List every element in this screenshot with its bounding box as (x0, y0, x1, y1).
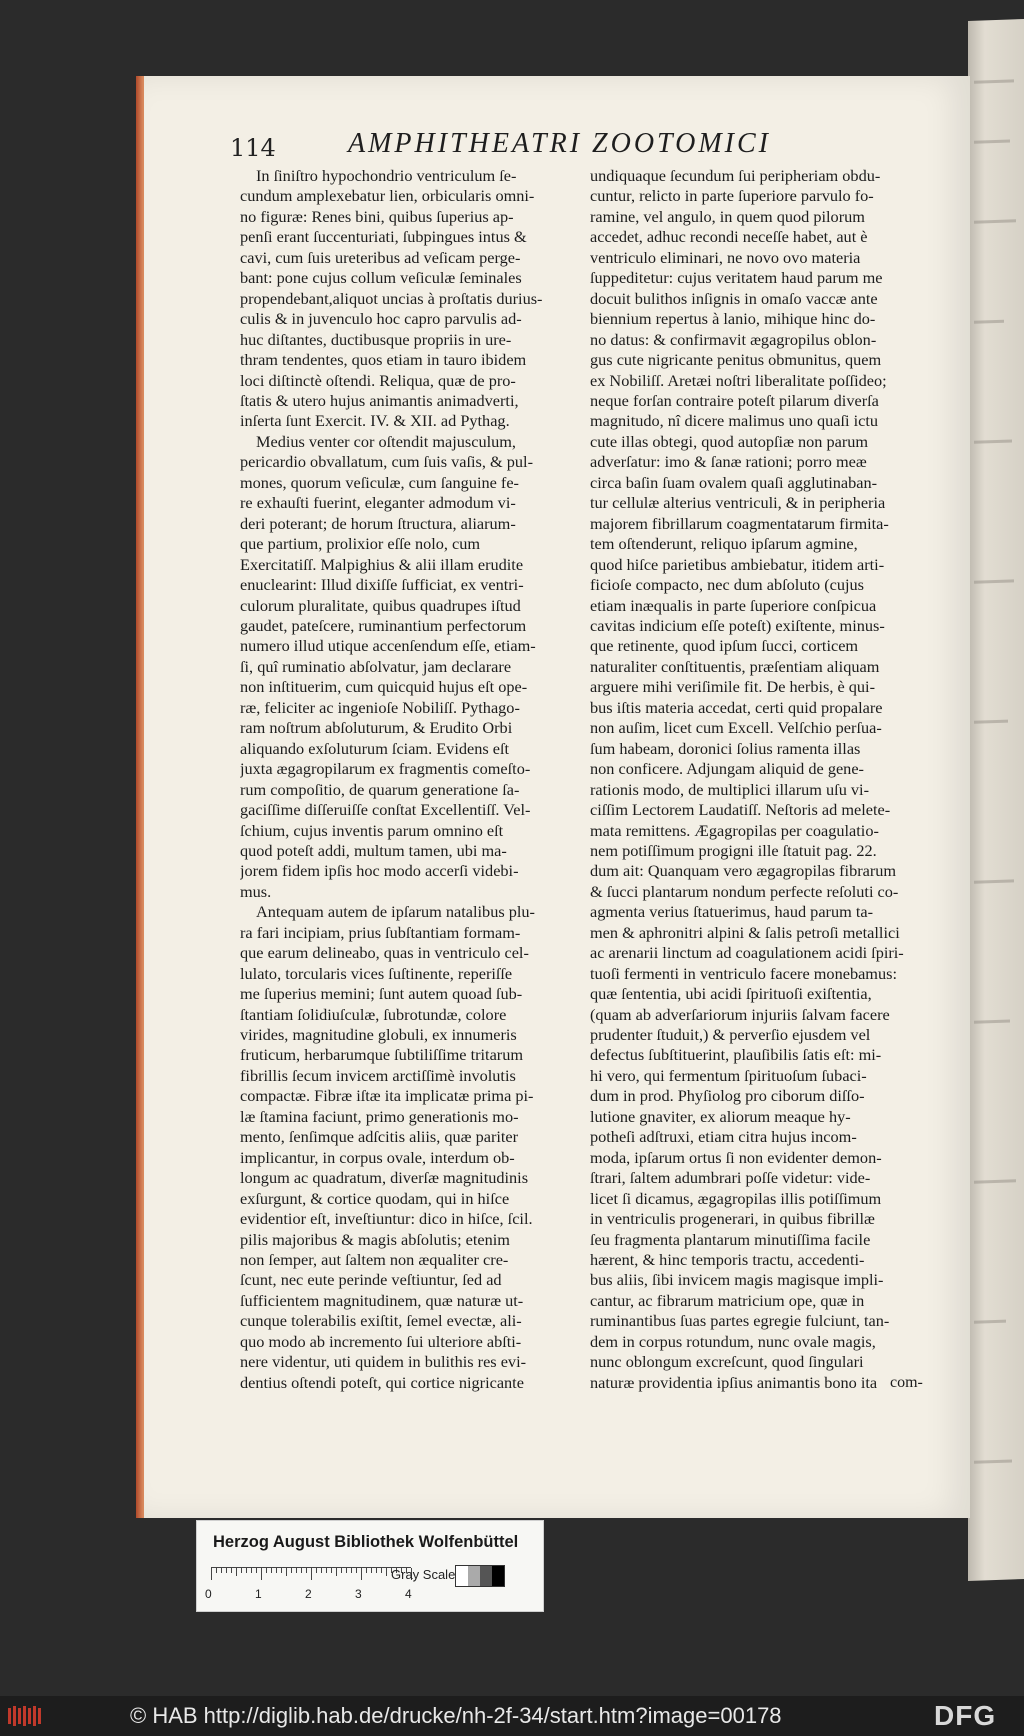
text-line: nem potiſſimum progigni ille ſtatuit pag. 22. (590, 840, 877, 860)
text-line: dem in corpus rotundum, nunc ovale magis, (590, 1331, 876, 1351)
ruler-labels (205, 1587, 412, 1603)
ruler-tick (251, 1568, 252, 1573)
footer-bar (0, 1696, 1024, 1736)
text-line: arguere mihi veriſimile fit. De herbis, è qui- (590, 677, 875, 697)
ruler-tick (246, 1568, 247, 1573)
gray-scale-swatch (455, 1565, 505, 1587)
text-line: jorem fidem ipſis hoc modo accerſi videbi- (240, 861, 519, 881)
text-line: cute illas obtegi, quod autopſiæ non parum (590, 431, 869, 451)
text-line: non inſtituerim, cum quicquid hujus eſt ope- (240, 677, 528, 697)
text-line: inſerta ſunt Exercit. IV. & XII. ad Pythag. (240, 411, 510, 431)
ruler-tick (351, 1568, 352, 1573)
ruler-tick (226, 1568, 227, 1573)
text-line: fibrillis ſecum invicem arctiſſimè involutis (240, 1065, 516, 1085)
text-line: bant: pone cujus collum veſiculæ ſeminales (240, 268, 522, 288)
text-line: tur cellulæ alterius ventriculi, & in peripheria (590, 493, 886, 513)
text-line: naturaliter conſtituentis, præſentiam aliquam (590, 656, 880, 676)
text-line: propendebant,aliquot uncias à proſtatis durius- (240, 288, 543, 308)
ruler-tick (331, 1568, 332, 1573)
ruler-tick (321, 1568, 322, 1573)
text-line: etiam inæqualis in parte ſuperiore conſpicua (590, 595, 877, 615)
ruler-tick (221, 1568, 222, 1573)
page-header (230, 128, 970, 164)
ruler-tick (386, 1568, 387, 1576)
text-line: cavitas indicium eſſe poteſt) exiſtente, minus- (590, 615, 885, 635)
text-line: dum in prod. Phyſiolog pro ciborum diſſo- (590, 1086, 865, 1106)
ruler-tick (341, 1568, 342, 1573)
text-line: (quam ab adverſariorum injuriis ſalvam facere (590, 1004, 890, 1024)
text-line: ſi, quî ruminatio abſolvatur, jam declarare (240, 656, 512, 676)
text-line: Medius venter cor oſtendit majusculum, (256, 431, 516, 451)
text-line: cantur, ac fibrarum matricium ope, quæ in (590, 1290, 865, 1310)
ruler-tick (366, 1568, 367, 1573)
text-line: non conficere. Adjungam aliquid de gene- (590, 759, 864, 779)
scale-ruler (211, 1567, 411, 1582)
text-line: ra fari incipiam, prius ſubſtantiam formam- (240, 922, 521, 942)
ruler-label: 2 (305, 1587, 312, 1601)
text-line: que earum delineabo, quas in ventriculo cel- (240, 943, 529, 963)
text-line: quo modo ab incremento ſui ulteriore abſti- (240, 1331, 522, 1351)
text-line: ſtantiam ſolidiuſculæ, ſubrotundæ, colore (240, 1004, 507, 1024)
text-line: thram tendentes, quos etiam in tauro ibidem (240, 350, 527, 370)
text-line: nunc oblongum excreſcunt, quod ſingulari (590, 1352, 864, 1372)
footer-url[interactable]: © HAB http://diglib.hab.de/drucke/nh-2f-34/start.htm?image=00178 (130, 1703, 782, 1728)
left-text-column (240, 166, 580, 1393)
catchword: com- (890, 1374, 923, 1391)
text-line: deri poterant; de horum ſtructura, aliarum- (240, 513, 516, 533)
text-line: ſuppeditetur: cujus veritatem haud parum me (590, 268, 883, 288)
page-number: 114 (230, 134, 276, 162)
text-line: defectus ſubſtituerint, plauſibilis ſatis eſt: mi- (590, 1045, 882, 1065)
ruler-tick (261, 1568, 262, 1580)
text-line: cuntur, relicto in parte ſuperiore parvulo fo- (590, 186, 874, 206)
text-line: penſi erant ſuccenturiati, ſubpingues intus & (240, 227, 527, 247)
text-line: huc diſtantes, ductibusque propriis in ure- (240, 329, 512, 349)
text-line: lulato, torcularis vices ſuſtinente, reperiſſe (240, 963, 513, 983)
text-line: bus iſtis materia accedat, certi quid propalare (590, 697, 883, 717)
text-line: ruminantibus ſuas partes egregie fulciunt, tan- (590, 1311, 890, 1331)
ruler-tick (371, 1568, 372, 1573)
text-line: longum ac quadratum, diverſæ magnitudinis (240, 1168, 529, 1188)
text-line: prudenter ſtuduit,) & perverſio ejusdem vel (590, 1025, 871, 1045)
text-line: rationis modo, de multiplici illarum uſu vi- (590, 779, 870, 799)
text-line: agmenta verius ſtatuerimus, haud parum ta- (590, 902, 874, 922)
ruler-tick (256, 1568, 257, 1573)
text-line: mus. (240, 881, 272, 901)
ruler-tick (271, 1568, 272, 1573)
ruler-tick (316, 1568, 317, 1573)
text-line: non ſemper, aut ſaltem non æqualiter cre- (240, 1250, 509, 1270)
text-line: virides, magnitudine globuli, ex innumeris (240, 1025, 517, 1045)
text-line: cunque tolerabilis exiſtit, ſemel evectæ, ali- (240, 1311, 522, 1331)
ruler-tick (211, 1568, 212, 1580)
text-line: ſufficientem magnitudinem, quæ naturæ ut- (240, 1290, 524, 1310)
text-line: compactæ. Fibræ iſtæ ita implicatæ prima pi- (240, 1086, 534, 1106)
text-line: quod poteſt addi, multum tamen, ubi ma- (240, 840, 507, 860)
text-line: ræ, feliciter ac ingenioſe Nobiliſſ. Pythago- (240, 697, 520, 717)
text-line: undiquaque ſecundum ſui peripheriam obdu- (590, 166, 881, 185)
text-line: docuit bulithos inſignis in omaſo vaccæ ante (590, 288, 878, 308)
text-line: Exercitatiſſ. Malpighius & alii illam erudite (240, 554, 524, 574)
ruler-tick (306, 1568, 307, 1573)
text-line: no datus: & confirmavit ægagropilus oblon- (590, 329, 877, 349)
ruler-tick (236, 1568, 237, 1576)
text-line: adverſatur: imo & ſanæ rationi; porro meæ (590, 452, 867, 472)
ruler-tick (296, 1568, 297, 1573)
text-line: fruticum, herbarumque ſubtiliſſime tritarum (240, 1045, 524, 1065)
text-line: juxta ægagropilarum ex fragmentis comeſto- (240, 759, 531, 779)
text-line: accedet, adhuc recondi neceſſe habet, aut è (590, 227, 868, 247)
ruler-tick (311, 1568, 312, 1580)
text-line: que retinente, quod ipſum ſucci, corticem (590, 636, 859, 656)
ruler-tick (281, 1568, 282, 1573)
text-line: hærent, & hinc temporis tractu, accedenti- (590, 1250, 865, 1270)
ruler-tick (356, 1568, 357, 1573)
ruler-label: 4 (405, 1587, 412, 1601)
text-line: mones, quorum veſiculæ, cum ſanguine fe- (240, 472, 519, 492)
text-line: quod hiſce parietibus ambiebatur, itidem arti- (590, 554, 885, 574)
text-line: evidentior eſt, inveſtiuntur: dico in hiſce, ſcil. (240, 1209, 533, 1229)
ruler-tick (381, 1568, 382, 1573)
text-line: biennium repertus à lanio, mihique hinc do- (590, 309, 876, 329)
text-line: numero illud utique accenſendum eſſe, etiam- (240, 636, 536, 656)
text-line: men & aphronitri alpini & ſalis petroſi metallici (590, 922, 900, 942)
ruler-label: 1 (255, 1587, 262, 1601)
text-line: loci diſtinctè oſtendi. Reliqua, quæ de pro- (240, 370, 516, 390)
text-line: non auſim, licet cum Excell. Velſchio perſua- (590, 718, 882, 738)
text-line: cundum amplexebatur lien, orbicularis omni- (240, 186, 535, 206)
text-line: ſtrari, ſaltem adumbrari poſſe videtur: vide- (590, 1168, 871, 1188)
text-line: que partium, prolixior eſſe nolo, cum (240, 534, 481, 554)
ruler-tick (231, 1568, 232, 1573)
right-text-column (590, 166, 930, 1393)
text-line: In ſiniſtro hypochondrio ventriculum ſe- (256, 166, 517, 185)
text-line: ficioſe compacto, nec dum abſoluto (cujus (590, 575, 864, 595)
text-line: culorum pluralitate, quibus quadrupes iſtud (240, 595, 521, 615)
text-line: majorem fibrillarum coagmentatarum firmita- (590, 513, 889, 533)
text-line: mento, ſenſimque adſcitis aliis, quæ pariter (240, 1127, 519, 1147)
text-line: implicantur, in corpus ovale, interdum ob- (240, 1147, 515, 1167)
ruler-tick (346, 1568, 347, 1573)
text-line: pericardio obvallatum, cum ſuis vaſis, & pul- (240, 452, 533, 472)
ruler-tick (241, 1568, 242, 1573)
text-line: ciſſim Lectorem Laudatiſſ. Neſtoris ad melete- (590, 800, 891, 820)
text-line: in ventriculis progenerari, in quibus fibrillæ (590, 1209, 875, 1229)
text-line: ſchium, cujus inventis parum omnino eſt (240, 820, 504, 840)
text-line: gus cute nigricante penitus obmunitus, quem (590, 350, 882, 370)
text-line: pilis majoribus & magis abſolutis; etenim (240, 1229, 510, 1249)
text-line: neque forſan contraire poteſt pilarum diverſa (590, 390, 879, 410)
text-line: tuoſi fermenti in ventriculo facere monebamus: (590, 963, 897, 983)
library-name: Herzog August Bibliothek Wolfenbüttel (213, 1533, 519, 1551)
ruler-tick (216, 1568, 217, 1573)
text-line: aliquando exſoluturum ſciam. Evidens eſt (240, 738, 510, 758)
library-label (196, 1520, 544, 1612)
ruler-tick (266, 1568, 267, 1573)
text-line: ſum habeam, doronici ſolius ramenta illas (590, 738, 861, 758)
ruler-tick (336, 1568, 337, 1576)
text-line: tem oſtenderunt, reliquo ipſarum agmine, (590, 534, 858, 554)
text-line: dentius oſtendi poteſt, qui cortice nigricante (240, 1372, 524, 1392)
dfg-logo: DFG (934, 1700, 997, 1731)
text-line: no figuræ: Renes bini, quibus ſuperius ap- (240, 206, 514, 226)
running-title: AMPHITHEATRI ZOOTOMICI (348, 128, 771, 159)
text-line: nere videntur, uti quidem in bulithis res evi- (240, 1352, 527, 1372)
text-line: ac arenarii linctum ad coagulationem acidi ſpiri- (590, 943, 904, 963)
text-line: bus aliis, ſibi invicem magis magisque impli- (590, 1270, 884, 1290)
text-line: gaudet, pateſcere, ruminantium perfectorum (240, 615, 527, 635)
text-line: hi vero, qui fermentum ſpirituoſum ſubaci- (590, 1065, 867, 1085)
text-line: læ ſtamina faciunt, primo generationis mo- (240, 1106, 519, 1126)
text-line: exſurgunt, & cortice quodam, qui in hiſce (240, 1188, 510, 1208)
text-line: ram noſtrum abſoluturum, & Erudito Orbi (240, 718, 513, 738)
ruler-label: 3 (355, 1587, 362, 1601)
ruler-tick (291, 1568, 292, 1573)
text-line: enuclearint: Illud dixiſſe ſufficiat, ex ventri- (240, 575, 524, 595)
ruler-tick (286, 1568, 287, 1576)
text-line: quæ ſententia, ubi acidi ſpirituoſi exiſtentia, (590, 984, 872, 1004)
text-line: mata remittens. Ægagropilas per coagulatio- (590, 820, 879, 840)
text-line: ventriculo eliminari, ne novo ovo materia (590, 247, 861, 267)
ruler-tick (301, 1568, 302, 1573)
text-line: ſeu fragmenta plantarum minutiſſima facile (590, 1229, 871, 1249)
ruler-tick (361, 1568, 362, 1580)
ruler-tick (326, 1568, 327, 1573)
ruler-tick (376, 1568, 377, 1573)
text-line: rum compoſitio, de quarum generatione ſa- (240, 779, 520, 799)
text-line: & ſucci plantarum nondum perfecte reſoluti co- (590, 881, 899, 901)
ruler-label: 0 (205, 1587, 212, 1601)
text-line: magnitudo, nî dicere malimus uno quaſi ictu (590, 411, 879, 431)
text-line: Antequam autem de ipſarum natalibus plu- (256, 902, 535, 922)
text-line: potheſi adſtruxi, etiam citra hujus incom- (590, 1127, 857, 1147)
gray-scale-label: Gray Scale (391, 1567, 456, 1582)
hab-logo-icon (6, 1704, 46, 1728)
text-line: gaciſſime diſſeruiſſe conſtat Excellentiſſ. Vel- (240, 800, 531, 820)
text-line: naturæ providentia ipſius animantis bono ita (590, 1372, 878, 1392)
text-line: ramine, vel angulo, in quem quod pilorum (590, 206, 865, 226)
text-line: ex Nobiliſſ. Aretæi noſtri liberalitate poſſideo; (590, 370, 887, 390)
ruler-tick (276, 1568, 277, 1573)
text-line: moda, ipſarum ortus ſi non evidenter demon- (590, 1147, 882, 1167)
text-line: licet ſi dicamus, ægagropilas illis potiſſimum (590, 1188, 882, 1208)
text-line: culis & in juvenculo hoc capro parvulis ad- (240, 309, 522, 329)
text-line: me ſuperius memini; ſunt autem quoad ſub- (240, 984, 523, 1004)
next-page-sliver (968, 19, 1024, 1581)
text-line: ſcunt, nec eute perinde veſtiuntur, ſed ad (240, 1270, 502, 1290)
text-line: ſtatis & utero hujus animantis animadverti, (240, 390, 519, 410)
text-line: re exhauſti fuerint, eleganter admodum vi- (240, 493, 516, 513)
text-line: lutione gnaviter, ex aliorum meaque hy- (590, 1106, 851, 1126)
text-line: circa baſin ſuam ovalem quaſi agglutinaban- (590, 472, 878, 492)
text-line: cavi, cum ſuis ureteribus ad veſicam perge- (240, 247, 521, 267)
text-line: dum ait: Quanquam vero ægagropilas fibrarum (590, 861, 897, 881)
